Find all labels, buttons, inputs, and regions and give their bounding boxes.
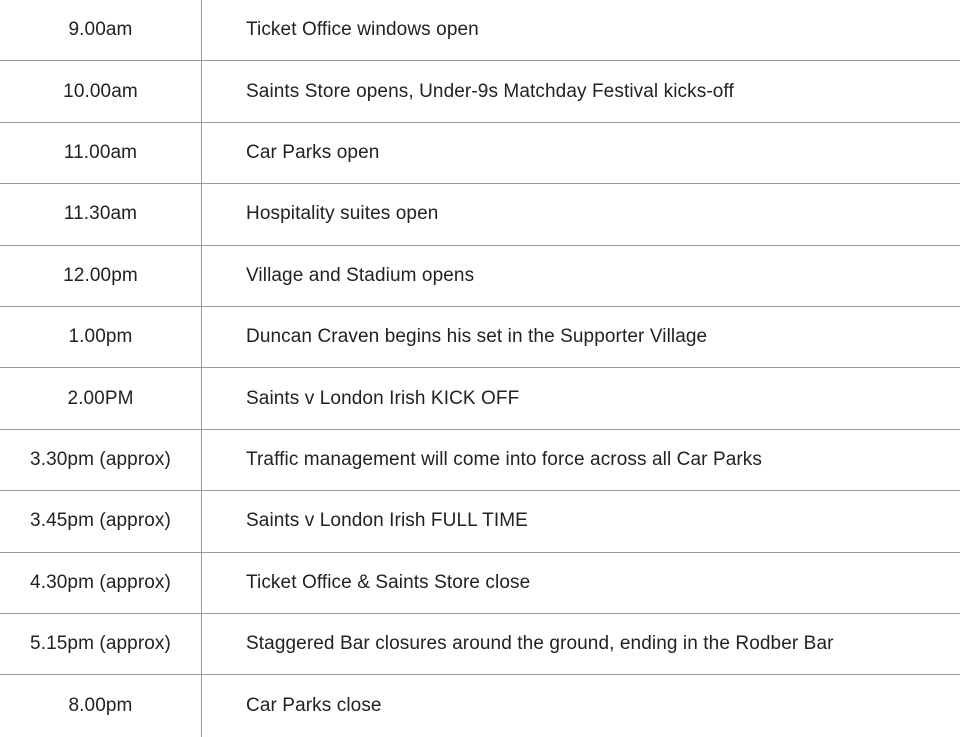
table-row — [0, 430, 960, 491]
time-cell: 3.45pm (approx) — [0, 491, 202, 551]
time-cell: 8.00pm — [0, 675, 202, 736]
event-cell: Car Parks close — [246, 694, 382, 716]
table-row — [0, 184, 960, 245]
event-cell: Saints Store opens, Under-9s Matchday Festival kicks-off — [246, 80, 734, 102]
time-cell: 1.00pm — [0, 307, 202, 367]
time-cell: 11.00am — [0, 123, 202, 183]
table-row — [0, 491, 960, 552]
event-cell: Saints v London Irish KICK OFF — [246, 387, 520, 409]
event-cell: Saints v London Irish FULL TIME — [246, 510, 528, 532]
event-cell: Staggered Bar closures around the ground, ending in the Rodber Bar — [246, 633, 834, 655]
table-row — [0, 368, 960, 429]
table-row — [0, 61, 960, 122]
time-cell: 12.00pm — [0, 246, 202, 306]
table-row — [0, 307, 960, 368]
time-cell: 11.30am — [0, 184, 202, 244]
time-cell: 10.00am — [0, 61, 202, 121]
time-cell: 2.00PM — [0, 368, 202, 428]
event-cell: Duncan Craven begins his set in the Supporter Village — [246, 326, 708, 348]
time-cell: 5.15pm (approx) — [0, 614, 202, 674]
event-cell: Car Parks open — [246, 141, 380, 163]
table-row — [0, 553, 960, 614]
event-cell: Traffic management will come into force across all Car Parks — [246, 448, 763, 470]
time-cell: 4.30pm (approx) — [0, 553, 202, 613]
table-row — [0, 675, 960, 736]
time-cell: 3.30pm (approx) — [0, 430, 202, 490]
event-cell: Ticket Office windows open — [246, 19, 479, 41]
event-cell: Village and Stadium opens — [246, 264, 475, 286]
table-row — [0, 614, 960, 675]
event-cell: Ticket Office & Saints Store close — [246, 571, 531, 593]
table-row — [0, 246, 960, 307]
table-row — [0, 0, 960, 61]
time-cell: 9.00am — [0, 0, 202, 60]
table-row — [0, 123, 960, 184]
event-cell: Hospitality suites open — [246, 203, 439, 225]
